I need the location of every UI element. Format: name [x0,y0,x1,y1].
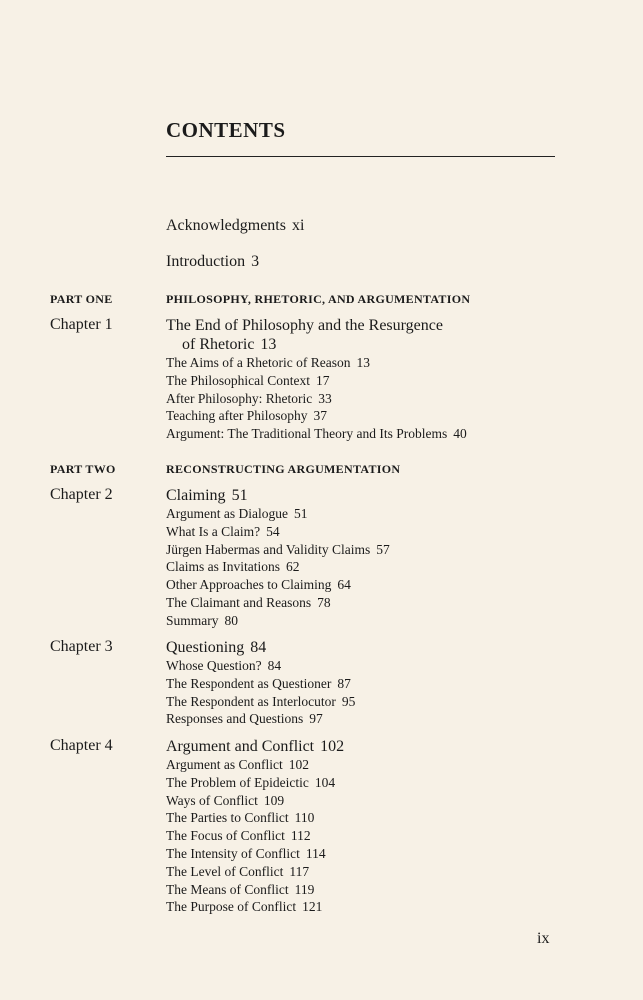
entry-page: 3 [251,253,260,270]
section-entry[interactable]: The Means of Conflict 119 [166,881,315,897]
part-one-title: PHILOSOPHY, RHETORIC, AND ARGUMENTATION [166,292,471,306]
section-entry[interactable]: The Parties to Conflict 110 [166,810,315,826]
section-entry[interactable]: The Aims of a Rhetoric of Reason 13 [166,355,370,370]
entry-title: Introduction [166,253,246,270]
chapter-label: Chapter 4 [50,737,113,754]
section-entry[interactable]: Argument as Conflict 102 [166,757,309,772]
chapter-label: Chapter 3 [50,638,113,655]
section-entry[interactable]: Ways of Conflict 109 [166,792,285,808]
section-entry[interactable]: Teaching after Philosophy 37 [166,408,328,424]
chapter-title[interactable]: Questioning 84 [166,639,267,656]
section-entry[interactable]: Claims as Invitations 62 [166,559,300,575]
section-entry[interactable]: The Philosophical Context 17 [166,372,330,388]
chapter-label: Chapter 1 [50,316,113,333]
section-entry[interactable]: Responses and Questions 97 [166,711,323,727]
section-entry[interactable]: Whose Question? 84 [166,658,282,673]
section-entry[interactable]: The Respondent as Questioner 87 [166,675,351,691]
front-matter-introduction[interactable] [166,253,259,271]
part-two-title: RECONSTRUCTING ARGUMENTATION [166,462,401,476]
section-entry[interactable]: The Focus of Conflict 112 [166,828,311,844]
heading-rule [166,156,555,157]
section-entry[interactable]: The Purpose of Conflict 121 [166,899,323,915]
section-entry[interactable]: Summary 80 [166,612,238,628]
section-entry[interactable]: Other Approaches to Claiming 64 [166,577,351,593]
section-entry[interactable]: After Philosophy: Rhetoric 33 [166,390,332,406]
section-entry[interactable]: What Is a Claim? 54 [166,523,280,539]
chapter-title[interactable]: The End of Philosophy and the Resurgence of Rhetoric 13 [166,317,443,353]
section-entry[interactable]: Argument: The Traditional Theory and Its Problems 40 [166,426,467,442]
section-entry[interactable]: Argument as Dialogue 51 [166,506,308,521]
page-number: ix [537,930,550,947]
chapter-page: 102 [320,738,345,755]
chapter-title[interactable]: Argument and Conflict 102 [166,738,345,755]
chapter-label: Chapter 2 [50,486,113,503]
chapter-page: 84 [250,639,267,656]
section-entry[interactable]: The Intensity of Conflict 114 [166,845,326,861]
section-entry[interactable]: The Respondent as Interlocutor 95 [166,693,356,709]
section-entry[interactable]: Jürgen Habermas and Validity Claims 57 [166,541,390,557]
entry-page: xi [291,217,305,234]
chapter-page: 13 [260,336,277,353]
chapter-title[interactable]: Claiming 51 [166,487,248,504]
section-entry[interactable]: The Problem of Epideictic 104 [166,774,336,790]
entry-title: Acknowledgments [166,217,286,234]
page-title: CONTENTS [166,118,286,142]
section-entry[interactable]: The Level of Conflict 117 [166,863,310,879]
part-one-label: PART ONE [50,292,113,306]
front-matter-acknowledgments[interactable] [166,217,304,235]
chapter-page: 51 [231,487,248,504]
part-two-label: PART TWO [50,462,116,476]
section-entry[interactable]: The Claimant and Reasons 78 [166,594,331,610]
